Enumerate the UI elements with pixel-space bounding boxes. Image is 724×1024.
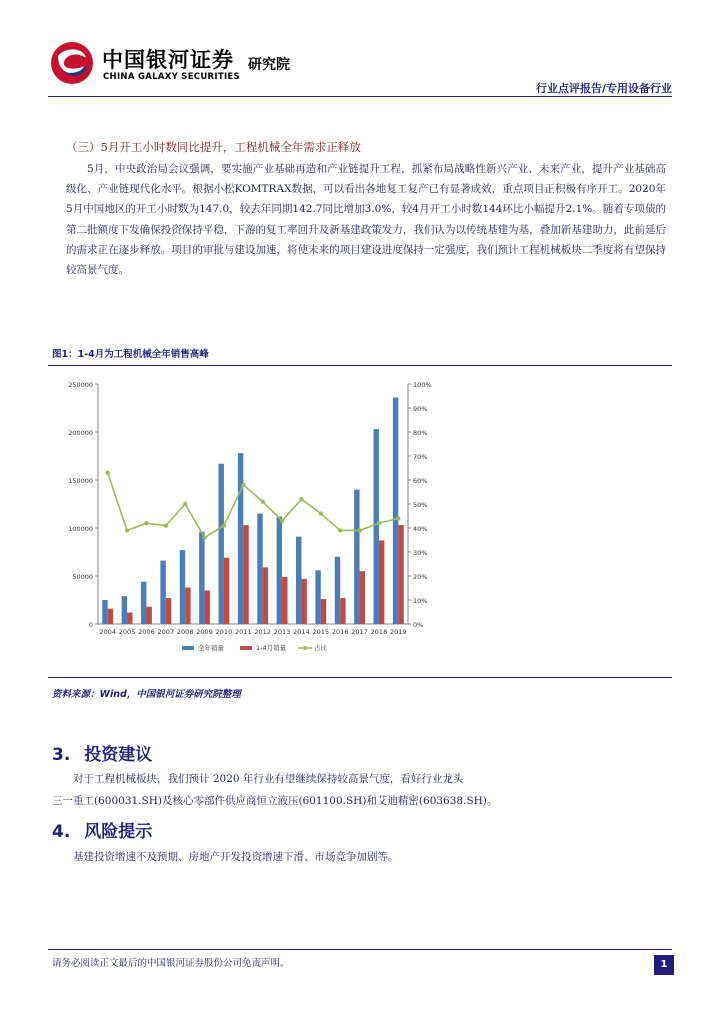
ratio-point-2011 [241, 483, 245, 487]
ratio-point-2006 [144, 521, 148, 525]
bar-jan-apr-2016 [340, 598, 345, 624]
report-category: 行业点评报告/专用设备行业 [535, 82, 672, 95]
bar-jan-apr-2004 [108, 609, 113, 624]
company-logo [48, 40, 298, 88]
y2-tick-label: 100% [413, 381, 432, 389]
y-tick-label: 150000 [68, 477, 93, 485]
footer-divider [48, 949, 672, 950]
bar-jan-apr-2012 [263, 567, 268, 624]
logo-english-name: CHINA GALAXY SECURITIES [103, 72, 240, 82]
ratio-point-2014 [299, 497, 303, 501]
x-tick-label: 2009 [196, 628, 213, 636]
x-tick-label: 2019 [390, 628, 407, 636]
ratio-point-2018 [377, 521, 381, 525]
y2-tick-label: 40% [413, 525, 428, 533]
x-tick-label: 2017 [351, 628, 368, 636]
section4-number: 4. [52, 822, 71, 842]
y-tick-label: 0 [88, 621, 93, 629]
section3-line-2: 三一重工(600031.SH)及核心零部件供应商恒立液压(601100.SH)和艾迪精密(603638.SH)。 [52, 795, 498, 807]
bar-annual-2007 [160, 561, 165, 624]
bar-jan-apr-2013 [282, 577, 287, 624]
bar-annual-2013 [277, 516, 282, 624]
ratio-point-2015 [319, 511, 323, 515]
legend-label: 全年销量 [198, 644, 224, 652]
bar-annual-2015 [315, 570, 320, 624]
bar-jan-apr-2018 [379, 540, 384, 624]
y2-tick-label: 20% [413, 573, 428, 581]
ratio-point-2008 [183, 502, 187, 506]
bar-jan-apr-2011 [243, 525, 248, 624]
bar-jan-apr-2006 [146, 607, 151, 624]
bar-annual-2006 [141, 582, 146, 624]
section3-title: 投资建议 [84, 745, 153, 765]
logo-chinese-name: 中国银河证券 [102, 48, 234, 72]
y-tick-label: 250000 [68, 381, 93, 389]
section4-heading [52, 817, 152, 842]
legend-label: 占比 [314, 644, 327, 652]
figure-title: 图1：1-4月为工程机械全年销售高峰 [52, 349, 209, 360]
page-number: 1 [654, 955, 674, 975]
header-divider [48, 96, 672, 97]
legend-label: 1-4月销量 [256, 644, 287, 652]
bar-jan-apr-2014 [301, 579, 306, 624]
x-tick-label: 2014 [293, 628, 310, 636]
section3-number: 3. [52, 745, 71, 765]
legend-swatch [182, 646, 194, 650]
x-tick-label: 2016 [331, 628, 349, 636]
sales-chart [52, 370, 452, 660]
ratio-point-2007 [164, 523, 168, 527]
section3-paragraph [52, 768, 674, 812]
logo-institute: 研究院 [248, 57, 290, 73]
figure-top-rule [48, 365, 672, 366]
bar-jan-apr-2017 [360, 571, 365, 624]
ratio-point-2009 [202, 535, 206, 539]
ratio-point-2016 [338, 528, 342, 532]
ratio-point-2019 [396, 516, 400, 520]
bar-annual-2009 [199, 532, 204, 624]
bar-annual-2008 [180, 550, 185, 624]
y2-tick-label: 90% [413, 405, 428, 413]
bar-annual-2011 [238, 453, 243, 624]
figure-bottom-rule [48, 677, 672, 678]
bar-annual-2018 [374, 429, 379, 624]
ratio-point-2012 [260, 499, 264, 503]
bar-annual-2004 [102, 600, 107, 624]
legend-marker [303, 646, 307, 650]
y2-tick-label: 60% [413, 477, 428, 485]
bar-jan-apr-2019 [398, 525, 403, 624]
y2-tick-label: 0% [413, 621, 424, 629]
y2-tick-label: 10% [413, 597, 428, 605]
section4-title: 风险提示 [84, 822, 153, 842]
x-tick-label: 2013 [273, 628, 291, 636]
ratio-point-2013 [280, 519, 284, 523]
x-tick-label: 2011 [235, 628, 252, 636]
bar-annual-2005 [122, 596, 127, 624]
bar-jan-apr-2015 [321, 599, 326, 624]
x-tick-label: 2006 [138, 628, 155, 636]
bar-jan-apr-2005 [127, 612, 132, 624]
section3-heading [52, 740, 152, 765]
bar-annual-2017 [354, 490, 359, 624]
x-tick-label: 2005 [118, 628, 136, 636]
section4-text: 基建投资增速不及预期、房地产开发投资增速下滑、市场竞争加剧等。 [73, 851, 399, 863]
ratio-point-2017 [357, 528, 361, 532]
x-tick-label: 2012 [254, 628, 271, 636]
y2-tick-label: 30% [413, 549, 428, 557]
bar-annual-2019 [393, 397, 398, 624]
bar-jan-apr-2007 [166, 598, 171, 624]
bar-jan-apr-2008 [185, 588, 190, 624]
bar-jan-apr-2010 [224, 558, 229, 624]
x-tick-label: 2010 [215, 628, 233, 636]
bar-annual-2010 [219, 464, 224, 624]
galaxy-logo-icon [48, 40, 96, 86]
y-tick-label: 50000 [72, 573, 93, 581]
section-paragraph [66, 159, 666, 280]
section-heading: （三）5月开工小时数同比提升，工程机械全年需求正释放 [66, 140, 361, 154]
y2-tick-label: 70% [413, 453, 428, 461]
x-tick-label: 2007 [157, 628, 175, 636]
x-tick-label: 2008 [176, 628, 194, 636]
y-tick-label: 100000 [68, 525, 93, 533]
ratio-point-2005 [125, 528, 129, 532]
x-tick-label: 2004 [99, 628, 116, 636]
bar-annual-2014 [296, 537, 301, 624]
bar-annual-2016 [335, 557, 340, 624]
legend-swatch [240, 646, 252, 650]
ratio-point-2010 [222, 523, 226, 527]
section3-line-1: 对于工程机械板块，我们预计 2020 年行业有望继续保持较高景气度，看好行业龙头 [73, 773, 464, 785]
section4-paragraph [52, 846, 674, 868]
bar-jan-apr-2009 [205, 590, 210, 624]
y2-tick-label: 80% [413, 429, 428, 437]
y2-tick-label: 50% [413, 501, 428, 509]
x-tick-label: 2018 [370, 628, 388, 636]
bar-annual-2012 [257, 514, 262, 624]
x-tick-label: 2015 [312, 628, 330, 636]
y-tick-label: 200000 [68, 429, 93, 437]
ratio-point-2004 [105, 471, 109, 475]
figure-source: 资料来源：Wind，中国银河证券研究院整理 [52, 689, 241, 700]
footer-disclaimer: 请务必阅读正文最后的中国银河证券股份公司免责声明。 [52, 958, 290, 969]
paragraph-text: 5月，中央政治局会议强调，要实施产业基础再造和产业链提升工程，抓紧布局战略性新兴产业、未来产业，提升产业基础高级化、产业链现代化水平。根据小松KOMTRAX数据，可以看出各地复工复产已有显著成效，重点项目正积极有序开工。2020年5月中国地区的开工小时数为147.0，较去年同期142.7同比增加3.0%，较4月开工小时数144环比小幅提升2.1%。随着专项债的第二批额度下发确保投资保持平稳，下游的复工率回升及新基建政策发力，我们认为以传统基建为基，叠加新基建助力，此前延后的需求正在逐步释放。项目的审批与建设加速，将使未来的项目建设进度保持一定强度，我们预计工程机械板块二季度将有望保持较高景气度。 [66, 163, 666, 277]
